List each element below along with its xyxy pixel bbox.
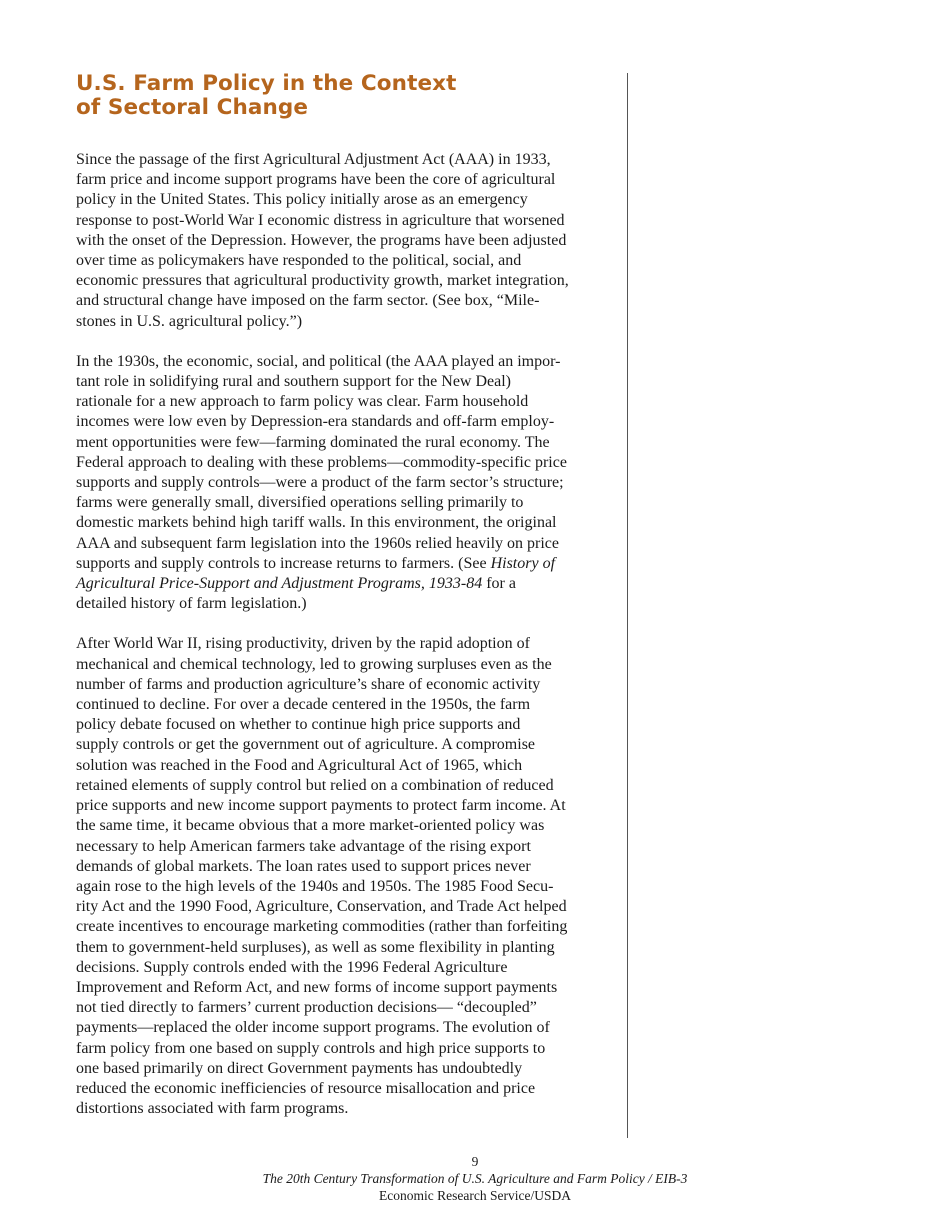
text-line: farm price and income support programs have been the core of agricultural bbox=[76, 171, 556, 189]
text-line: over time as policymakers have responded to the political, social, and bbox=[76, 252, 522, 270]
text-line: them to government-held surpluses), as well as some flexibility in planting bbox=[76, 938, 555, 956]
text-line: and structural change have imposed on the farm sector. (See box, “Mile- bbox=[76, 292, 540, 310]
book-title-part-1: History of bbox=[490, 554, 556, 572]
text-line: farms were generally small, diversified operations selling primarily to bbox=[76, 494, 524, 512]
body-text-column bbox=[76, 150, 610, 1139]
text-line: tant role in solidifying rural and southern support for the New Deal) bbox=[76, 373, 511, 391]
text-line: AAA and subsequent farm legislation into the 1960s relied heavily on price bbox=[76, 534, 559, 552]
text-line: incomes were low even by Depression-era standards and off-farm employ- bbox=[76, 413, 555, 431]
text-line: response to post-World War I economic distress in agriculture that worsened bbox=[76, 211, 565, 229]
text-line: farm policy from one based on supply controls and high price supports to bbox=[76, 1039, 546, 1057]
text-line: rity Act and the 1990 Food, Agriculture, Conservation, and Trade Act helped bbox=[76, 898, 567, 916]
paragraph-2 bbox=[76, 352, 610, 615]
page-title bbox=[76, 72, 576, 120]
text-line: rationale for a new approach to farm policy was clear. Farm household bbox=[76, 393, 529, 411]
page-number: 9 bbox=[471, 1154, 479, 1169]
text-line: policy in the United States. This policy initially arose as an emergency bbox=[76, 191, 528, 209]
text-line: with the onset of the Depression. However, the programs have been adjusted bbox=[76, 231, 567, 249]
text-line: retained elements of supply control but relied on a combination of reduced bbox=[76, 776, 554, 794]
agency-name: Economic Research Service/USDA bbox=[379, 1188, 571, 1203]
text-line: not tied directly to farmers’ current production decisions— “decoupled” bbox=[76, 999, 537, 1017]
text-line: price supports and new income support payments to protect farm income. At bbox=[76, 797, 566, 815]
text-line: supply controls or get the government out of agriculture. A compromise bbox=[76, 736, 536, 754]
text-line: create incentives to encourage marketing commodities (rather than forfeiting bbox=[76, 918, 568, 936]
text-line: ment opportunities were few—farming dominated the rural economy. The bbox=[76, 433, 550, 451]
text-line: In the 1930s, the economic, social, and political (the AAA played an impor- bbox=[76, 352, 561, 370]
text-line: solution was reached in the Food and Agricultural Act of 1965, which bbox=[76, 756, 523, 774]
text-line: economic pressures that agricultural productivity growth, market integration, bbox=[76, 272, 569, 290]
page-title-line-2: of Sectoral Change bbox=[76, 95, 309, 120]
text-line: necessary to help American farmers take advantage of the rising export bbox=[76, 837, 531, 855]
text-line: continued to decline. For over a decade centered in the 1950s, the farm bbox=[76, 696, 531, 714]
text-line: detailed history of farm legislation.) bbox=[76, 595, 307, 613]
text-line: stones in U.S. agricultural policy.”) bbox=[76, 312, 303, 330]
text-line: one based primarily on direct Government payments has undoubtedly bbox=[76, 1059, 523, 1077]
text-line: reduced the economic inefficiencies of resource misallocation and price bbox=[76, 1079, 536, 1097]
text-line: policy debate focused on whether to continue high price supports and bbox=[76, 716, 521, 734]
text-line bbox=[76, 574, 610, 594]
text-line: Since the passage of the first Agricultural Adjustment Act (AAA) in 1933, bbox=[76, 151, 551, 168]
text-line: demands of global markets. The loan rates used to support prices never bbox=[76, 857, 531, 875]
text-line: Improvement and Reform Act, and new forms of income support payments bbox=[76, 978, 558, 996]
text-line: the same time, it became obvious that a more market-oriented policy was bbox=[76, 817, 545, 835]
text-segment: for a bbox=[482, 575, 516, 593]
text-line: number of farms and production agriculture’s share of economic activity bbox=[76, 675, 541, 693]
page-title-line-1: U.S. Farm Policy in the Context bbox=[76, 71, 457, 96]
text-line: mechanical and chemical technology, led to growing surpluses even as the bbox=[76, 655, 552, 673]
text-line: supports and supply controls—were a product of the farm sector’s structure; bbox=[76, 474, 564, 492]
text-line: After World War II, rising productivity, driven by the rapid adoption of bbox=[76, 635, 530, 653]
column-divider-rule bbox=[627, 73, 628, 1138]
text-segment: supports and supply controls to increase returns to farmers. (See bbox=[76, 554, 491, 572]
text-line: domestic markets behind high tariff walls. In this environment, the original bbox=[76, 514, 557, 532]
book-title-part-2: Agricultural Price-Support and Adjustment Programs, 1933-84 bbox=[76, 575, 483, 593]
text-line bbox=[76, 554, 610, 574]
text-line: payments—replaced the older income support programs. The evolution of bbox=[76, 1019, 550, 1037]
text-line: Federal approach to dealing with these problems—commodity-specific price bbox=[76, 453, 567, 471]
text-line: distortions associated with farm programs. bbox=[76, 1100, 349, 1118]
text-line: decisions. Supply controls ended with the 1996 Federal Agriculture bbox=[76, 958, 508, 976]
text-line: again rose to the high levels of the 1940s and 1950s. The 1985 Food Secu- bbox=[76, 877, 554, 895]
publication-title: The 20th Century Transformation of U.S. Agriculture and Farm Policy / EIB-3 bbox=[262, 1171, 688, 1186]
paragraph-1 bbox=[76, 150, 610, 332]
paragraph-3 bbox=[76, 634, 610, 1119]
